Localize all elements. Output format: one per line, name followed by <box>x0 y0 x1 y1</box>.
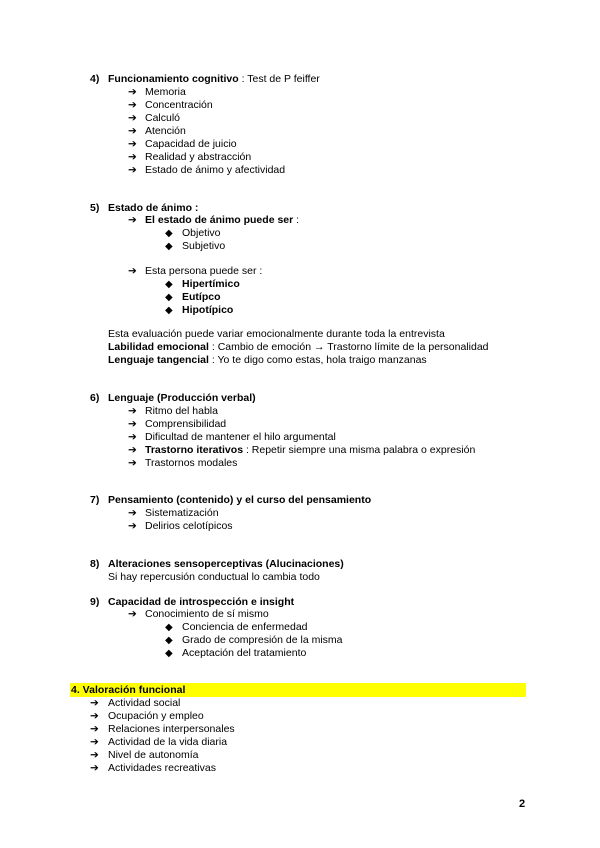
sub-heading-colon: : <box>293 214 300 226</box>
section-heading: Lenguaje (Producción verbal) <box>108 392 256 404</box>
arrow-bullet-icon: ➔ <box>128 520 137 532</box>
section-heading: Estado de ánimo : <box>108 202 199 214</box>
definition <box>108 341 489 354</box>
section-heading: Alteraciones sensoperceptivas (Alucinaciones) <box>108 558 344 570</box>
arrow-bullet-icon: ➔ <box>128 405 137 417</box>
list-item: Comprensibilidad <box>145 418 227 430</box>
paragraph: Esta evaluación puede variar emocionalmente durante toda la entrevista <box>108 328 445 340</box>
list-item: Subjetivo <box>182 240 226 252</box>
list-item: Delirios celotípicos <box>145 520 233 532</box>
list-item: Hipotípico <box>182 304 234 316</box>
list-item: Concentración <box>145 99 213 111</box>
diamond-bullet-icon: ◆ <box>165 228 173 239</box>
list-item <box>145 444 475 457</box>
list-item: Actividades recreativas <box>108 762 216 774</box>
definition-text: : Yo te digo como estas, hola traigo manzanas <box>208 354 427 366</box>
arrow-bullet-icon: ➔ <box>90 736 99 748</box>
list-item: Actividad social <box>108 697 181 709</box>
arrow-bullet-icon: ➔ <box>128 265 137 277</box>
arrow-bullet-icon: ➔ <box>90 723 99 735</box>
arrow-bullet-icon: ➔ <box>128 164 137 176</box>
list-item: Estado de ánimo y afectividad <box>145 164 286 176</box>
definition-term: Labilidad emocional <box>108 341 209 353</box>
arrow-bullet-icon: ➔ <box>128 431 137 443</box>
list-item: Conciencia de enfermedad <box>182 621 308 633</box>
section-heading: Capacidad de introspección e insight <box>108 596 295 608</box>
arrow-bullet-icon: ➔ <box>128 138 137 150</box>
paragraph: Si hay repercusión conductual lo cambia todo <box>108 571 320 583</box>
list-item: Grado de compresión de la misma <box>182 634 343 646</box>
arrow-bullet-icon: ➔ <box>128 125 137 137</box>
chapter-heading: 4. Valoración funcional <box>71 684 186 696</box>
sub-heading: Conocimiento de sí mismo <box>145 608 269 620</box>
diamond-bullet-icon: ◆ <box>165 279 173 290</box>
list-item: Sistematización <box>145 507 219 519</box>
list-item: Ritmo del habla <box>145 405 218 417</box>
list-item: Memoria <box>145 86 186 98</box>
list-item: Relaciones interpersonales <box>108 723 235 735</box>
list-item: Ocupación y empleo <box>108 710 204 722</box>
list-item: Nivel de autonomía <box>108 749 199 761</box>
list-item-term: Trastorno iterativos <box>145 444 244 456</box>
sub-heading <box>145 214 299 227</box>
item-number: 5) <box>90 202 100 214</box>
arrow-bullet-icon: ➔ <box>128 112 137 124</box>
arrow-bullet-icon: ➔ <box>90 762 99 774</box>
item-number: 6) <box>90 392 100 404</box>
list-item-desc: : Repetir siempre una misma palabra o expresión <box>243 444 476 456</box>
list-item: Actividad de la vida diaria <box>108 736 228 748</box>
arrow-bullet-icon: ➔ <box>128 99 137 111</box>
arrow-bullet-icon: ➔ <box>128 507 137 519</box>
diamond-bullet-icon: ◆ <box>165 305 173 316</box>
arrow-bullet-icon: ➔ <box>128 444 137 456</box>
arrow-bullet-icon: ➔ <box>128 214 137 226</box>
item-number: 4) <box>90 73 100 85</box>
arrow-bullet-icon: ➔ <box>128 418 137 430</box>
list-item: Atención <box>145 125 186 137</box>
arrow-bullet-icon: ➔ <box>128 608 137 620</box>
arrow-bullet-icon: ➔ <box>90 749 99 761</box>
list-item: Hipertímico <box>182 278 240 290</box>
diamond-bullet-icon: ◆ <box>165 292 173 303</box>
heading-detail: : Test de P feiffer <box>238 73 320 85</box>
arrow-bullet-icon: ➔ <box>90 697 99 709</box>
arrow-bullet-icon: ➔ <box>128 457 137 469</box>
diamond-bullet-icon: ◆ <box>165 241 173 252</box>
list-item: Eutípco <box>182 291 221 303</box>
arrow-bullet-icon: ➔ <box>128 151 137 163</box>
item-number: 7) <box>90 494 100 506</box>
list-item: Capacidad de juicio <box>145 138 237 150</box>
list-item: Realidad y abstracción <box>145 151 252 163</box>
diamond-bullet-icon: ◆ <box>165 635 173 646</box>
diamond-bullet-icon: ◆ <box>165 622 173 633</box>
definition-text: : Cambio de emoción → Trastorno límite de la personalidad <box>208 341 489 353</box>
sub-heading-text: El estado de ánimo puede ser <box>145 214 294 226</box>
definition <box>108 354 427 367</box>
list-item: Objetivo <box>182 227 221 239</box>
list-item: Aceptación del tratamiento <box>182 647 307 659</box>
list-item: Trastornos modales <box>145 457 238 469</box>
list-item: Dificultad de mantener el hilo argumental <box>145 431 336 443</box>
arrow-bullet-icon: ➔ <box>90 710 99 722</box>
page-number: 2 <box>519 798 526 810</box>
diamond-bullet-icon: ◆ <box>165 648 173 659</box>
arrow-bullet-icon: ➔ <box>128 86 137 98</box>
list-item: Calculó <box>145 112 181 124</box>
sub-heading: Esta persona puede ser : <box>145 265 263 277</box>
section-heading: Pensamiento (contenido) y el curso del pensamiento <box>108 494 372 506</box>
item-number: 8) <box>90 558 100 570</box>
heading-text: Funcionamiento cognitivo <box>108 73 239 85</box>
section-heading <box>108 73 320 86</box>
item-number: 9) <box>90 596 100 608</box>
definition-term: Lenguaje tangencial <box>108 354 209 366</box>
